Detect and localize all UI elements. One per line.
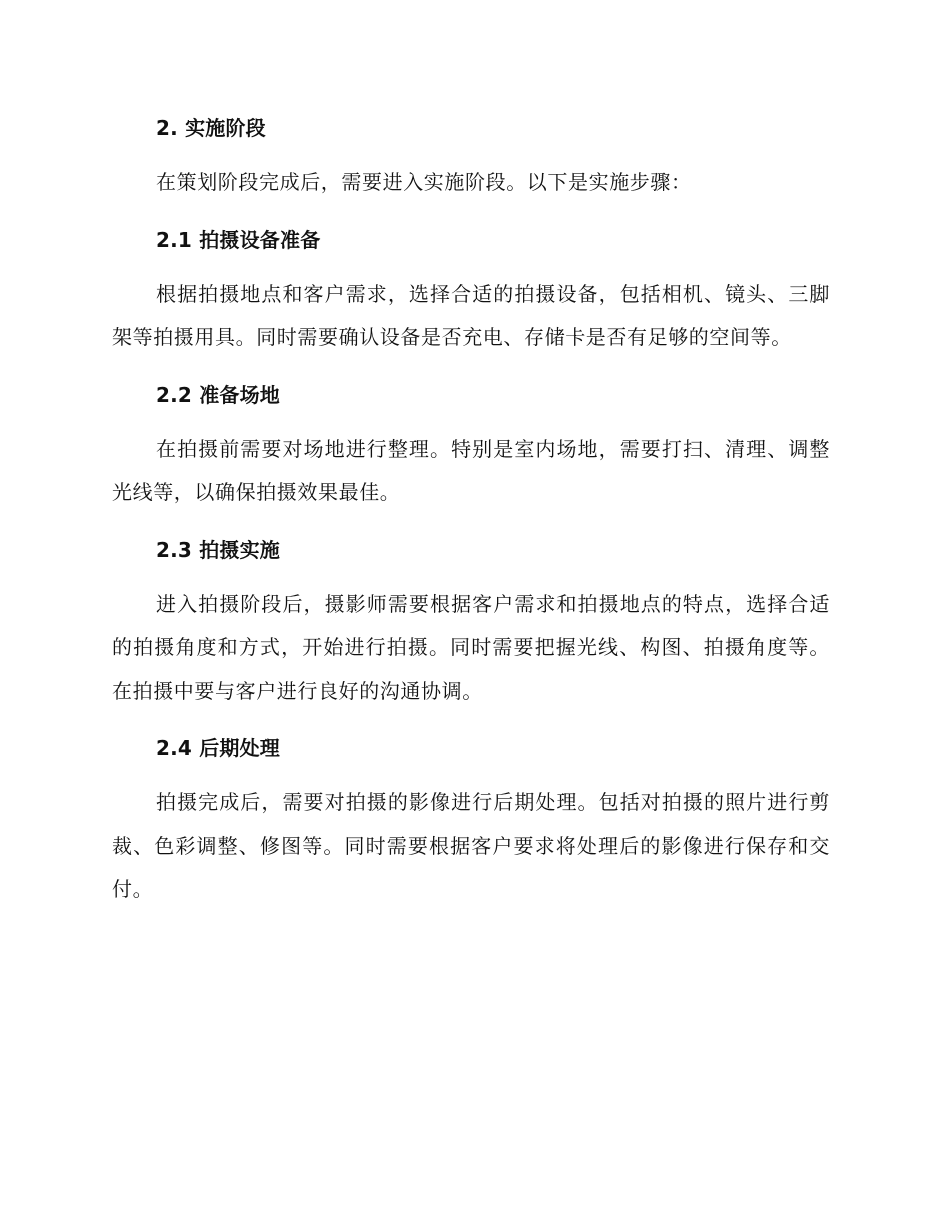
section-heading-equipment: 2.1 拍摄设备准备	[156, 227, 321, 252]
section-paragraph-equipment: 根据拍摄地点和客户需求，选择合适的拍摄设备，包括相机、镜头、三脚架等拍摄用具。同时需要确认设备是否充电、存储卡是否有足够的空间等。	[112, 281, 830, 349]
section-paragraph-post-processing: 拍摄完成后，需要对拍摄的影像进行后期处理。包括对拍摄的照片进行剪裁、色彩调整、修图等。同时需要根据客户要求将处理后的影像进行保存和交付。	[112, 790, 830, 901]
section-heading-venue: 2.2 准备场地	[156, 382, 280, 407]
section-heading-post-processing: 2.4 后期处理	[156, 736, 280, 760]
section-paragraph-venue: 在拍摄前需要对场地进行整理。特别是室内场地，需要打扫、清理、调整光线等，以确保拍摄效果最佳。	[112, 436, 830, 504]
section-paragraph-implementation: 在策划阶段完成后，需要进入实施阶段。以下是实施步骤：	[156, 170, 692, 194]
section-heading-shooting: 2.3 拍摄实施	[156, 537, 280, 562]
section-heading-implementation: 2. 实施阶段	[156, 116, 266, 140]
section-paragraph-shooting: 进入拍摄阶段后，摄影师需要根据客户需求和拍摄地点的特点，选择合适的拍摄角度和方式，开始进行拍摄。同时需要把握光线、构图、拍摄角度等。在拍摄中要与客户进行良好的沟通协调。	[112, 591, 830, 703]
document-page	[112, 112, 830, 912]
